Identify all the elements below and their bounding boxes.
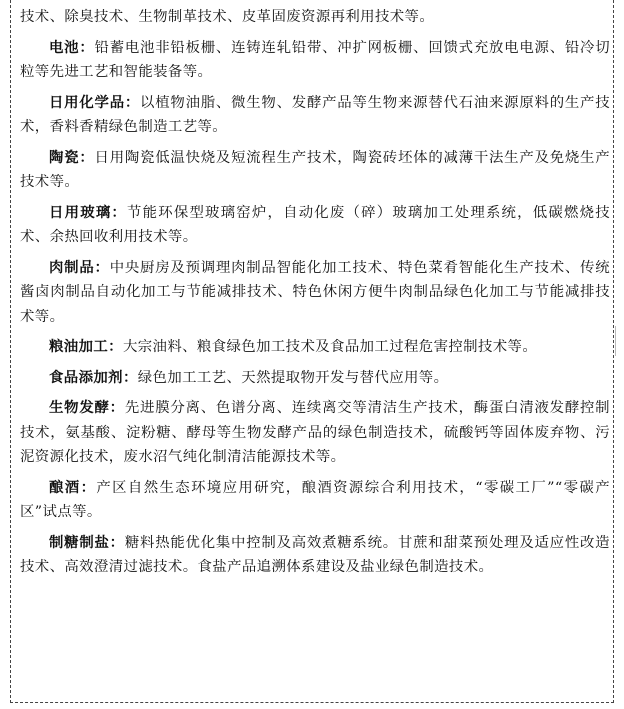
paragraph-meat bbox=[20, 256, 610, 330]
paragraph-text: 产区自然生态环境应用研究，酿酒资源综合利用技术，“零碳工厂”“零碳产区”试点等。 bbox=[20, 479, 610, 520]
paragraph-text: 以植物油脂、微生物、发酵产品等生物来源替代石油来源原料的生产技术，香料香精绿色制造工艺等。 bbox=[20, 94, 611, 135]
paragraph-grain-oil bbox=[20, 335, 610, 360]
term-brewing: 酿酒： bbox=[49, 478, 97, 496]
paragraph-ceramics bbox=[20, 146, 610, 195]
term-food-additives: 食品添加剂： bbox=[49, 368, 138, 386]
document-body bbox=[20, 5, 610, 586]
paragraph-leather bbox=[20, 5, 610, 30]
paragraph-fermentation bbox=[20, 396, 610, 470]
paragraph-text: 糖料热能优化集中控制及高效煮糖系统。甘蔗和甜菜预处理及适应性改造技术、高效澄清过滤技术。食盐产品追溯体系建设及盐业绿色制造技术。 bbox=[20, 534, 610, 575]
paragraph-text: 日用陶瓷低温快烧及短流程生产技术，陶瓷砖坯体的减薄干法生产及免烧生产技术等。 bbox=[20, 149, 611, 190]
paragraph-food-additives bbox=[20, 366, 610, 391]
paragraph-text: 绿色加工工艺、天然提取物开发与替代应用等。 bbox=[137, 369, 449, 386]
paragraph-text: 大宗油料、粮食绿色加工技术及食品加工过程危害控制技术等。 bbox=[122, 339, 538, 355]
paragraph-battery bbox=[20, 36, 610, 85]
term-fermentation: 生物发酵： bbox=[49, 399, 125, 416]
paragraph-text: 铅蓄电池非铅板栅、连铸连轧铅带、冲扩网板栅、回馈式充放电电源、铅冷切粒等先进工艺和智能装备等。 bbox=[20, 39, 611, 80]
term-ceramics: 陶瓷： bbox=[49, 148, 95, 166]
paragraph-text: 技术、除臭技术、生物制革技术、皮革固废资源再利用技术等。 bbox=[20, 9, 435, 25]
paragraph-glass bbox=[20, 201, 610, 250]
term-grain-oil: 粮油加工： bbox=[49, 338, 123, 355]
term-battery: 电池： bbox=[49, 38, 95, 56]
paragraph-brewing bbox=[20, 476, 610, 525]
paragraph-text: 节能环保型玻璃窑炉，自动化废（碎）玻璃加工处理系统，低碳燃烧技术、余热回收利用技术等。 bbox=[20, 204, 610, 245]
term-meat: 肉制品： bbox=[49, 258, 110, 276]
term-sugar-salt: 制糖制盐： bbox=[49, 533, 125, 551]
paragraph-daily-chemicals bbox=[20, 91, 610, 140]
term-glass: 日用玻璃： bbox=[49, 203, 128, 221]
paragraph-text: 中央厨房及预调理肉制品智能化加工技术、特色菜肴智能化生产技术、传统酱卤肉制品自动化加工与节能减排技术、特色休闲方便牛肉制品绿色化加工与节能减排技术等。 bbox=[20, 259, 611, 325]
page-edge-mark bbox=[615, 326, 622, 356]
term-daily-chemicals: 日用化学品： bbox=[49, 93, 141, 111]
paragraph-sugar-salt bbox=[20, 531, 610, 580]
paragraph-text: 先进膜分离、色谱分离、连续离交等清洁生产技术，酶蛋白清液发酵控制技术，氨基酸、淀粉糖、酵母等生物发酵产品的绿色制造技术，硫酸钙等固体废弃物、污泥资源化技术，废水沼气纯化制清洁能源技术等。 bbox=[20, 400, 610, 465]
